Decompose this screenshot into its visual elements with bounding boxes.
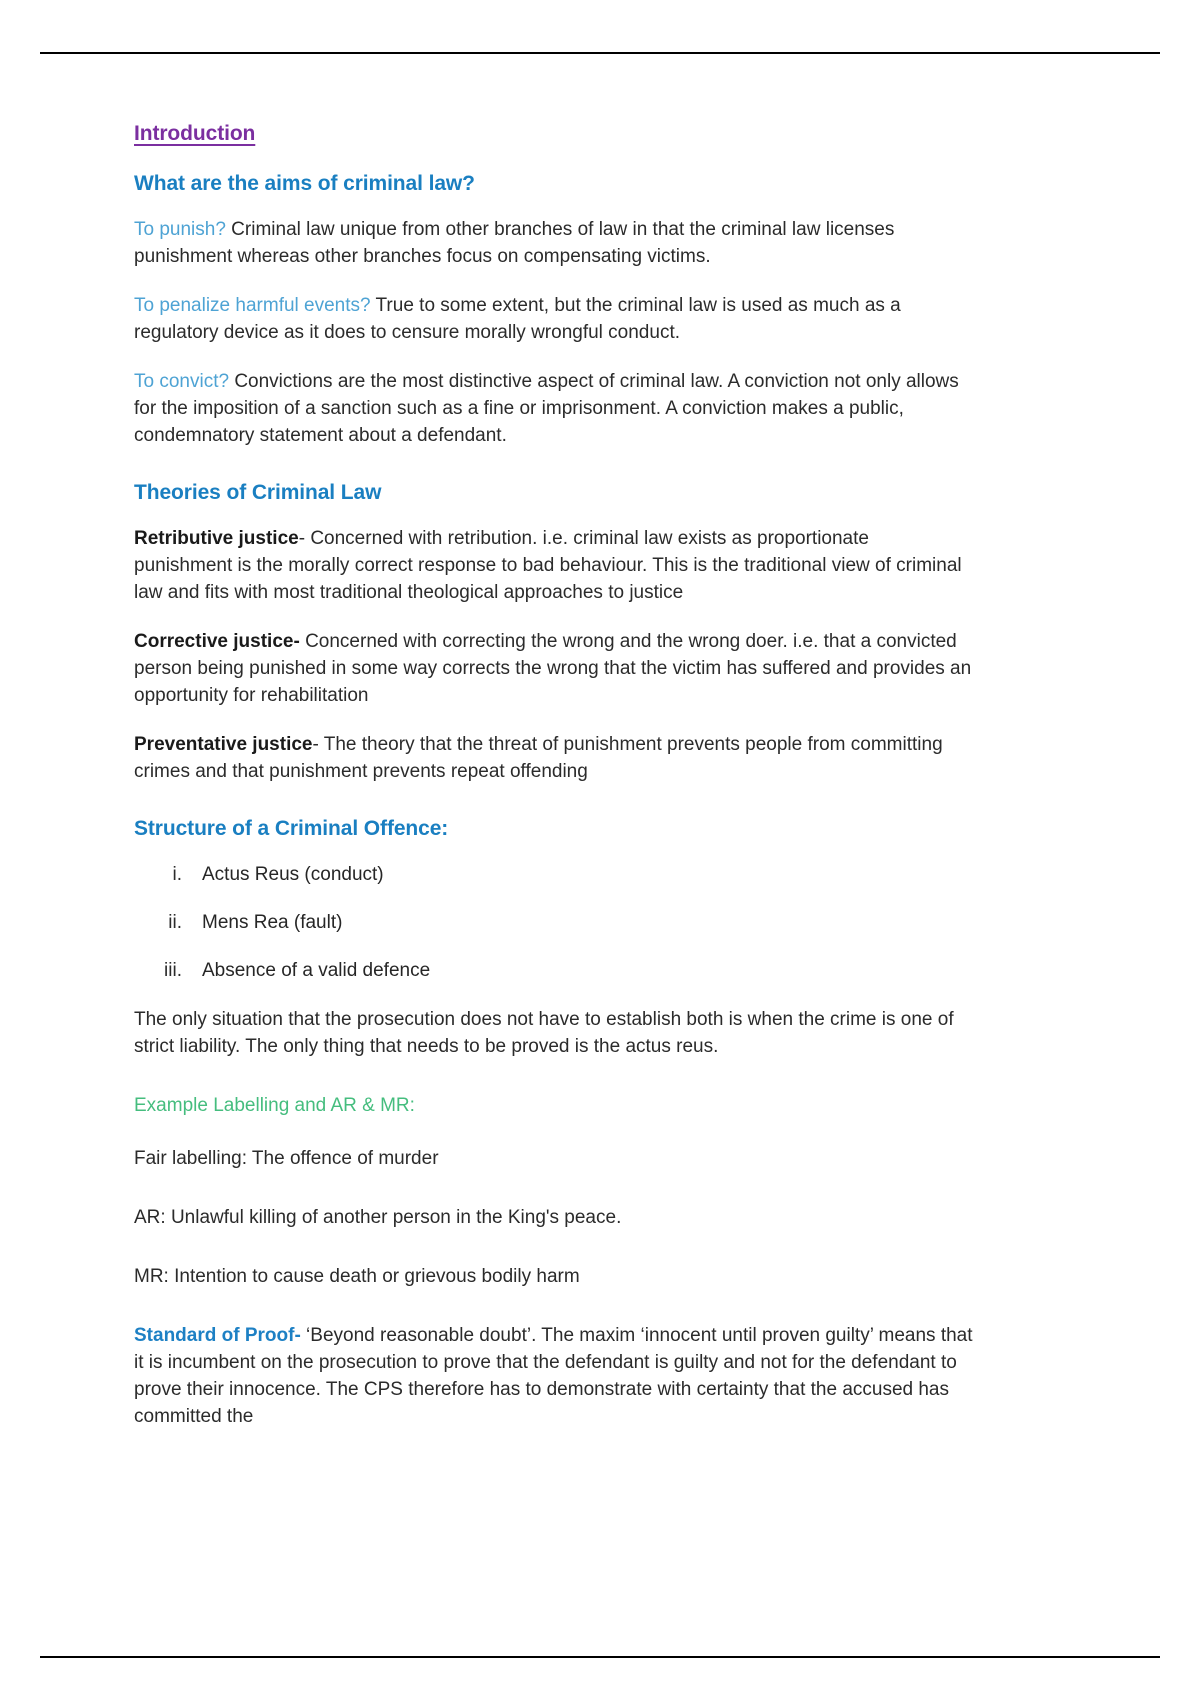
- heading-example-labelling: Example Labelling and AR & MR:: [134, 1095, 415, 1116]
- list-item: [134, 909, 979, 936]
- paragraph-standard-of-proof: [134, 1322, 979, 1430]
- paragraph-to-convict: [134, 368, 979, 449]
- paragraph-standard-of-proof-text: ‘Beyond reasonable doubt’. The maxim ‘innocent until proven guilty’ means that it is incumbent on the prosecution to prove that the defendant is guilty and not for the defendant to prove their innocence. The CPS therefore has to demonstrate with certainty that the accused has committed the: [134, 1325, 973, 1427]
- page-top-rule: [40, 52, 1160, 54]
- lead-retributive-justice: Retributive justice: [134, 528, 299, 549]
- list-item-label: Mens Rea (fault): [202, 912, 343, 933]
- paragraph-to-convict-text: Convictions are the most distinctive aspect of criminal law. A conviction not only allows for the imposition of a sanction such as a fine or imprisonment. A conviction makes a public, condemnatory statement about a defendant.: [134, 371, 959, 446]
- paragraph-retributive-justice-text2: punishment is the morally correct response to bad behaviour. This is the traditional view of criminal law and fits with most traditional theological approaches to justice: [134, 555, 962, 603]
- heading-theories-of-criminal-law: Theories of Criminal Law: [134, 481, 382, 504]
- page-title: Introduction: [134, 122, 256, 145]
- paragraph-to-punish-text: Criminal law unique from other branches of law in that the criminal law licenses punishment whereas other branches focus on compensating victims.: [134, 219, 895, 267]
- document-content: [134, 122, 979, 1452]
- heading-structure-of-criminal-offence: Structure of a Criminal Offence:: [134, 817, 449, 840]
- line-actus-reus: AR: Unlawful killing of another person in the King's peace.: [134, 1207, 622, 1228]
- list-item-label: Actus Reus (conduct): [202, 864, 384, 885]
- paragraph-to-punish: [134, 216, 979, 270]
- list-item: [134, 957, 979, 984]
- paragraph-to-penalize-text: True to some extent, but the criminal law is used as much as a regulatory device as it does to censure morally wrongful conduct.: [134, 295, 901, 343]
- lead-to-convict: To convict?: [134, 371, 230, 392]
- lead-corrective-justice: Corrective justice-: [134, 631, 300, 652]
- paragraph-retributive-justice-text: - Concerned with retribution. i.e. criminal law exists as proportionate: [298, 528, 869, 549]
- list-item: [134, 861, 979, 888]
- list-item-marker: i.: [172, 864, 182, 885]
- lead-preventative-justice: Preventative justice: [134, 734, 313, 755]
- lead-standard-of-proof: Standard of Proof-: [134, 1325, 301, 1346]
- list-item-label: Absence of a valid defence: [202, 960, 431, 981]
- page-bottom-rule: [40, 1656, 1160, 1658]
- paragraph-preventative-justice: [134, 731, 979, 785]
- paragraph-corrective-justice-text: Concerned with correcting the wrong and the wrong doer. i.e. that a convicted person being punished in some way corrects the wrong that the victim has suffered and provides an opportunity for rehabilitation: [134, 631, 972, 706]
- list-item-marker: ii.: [168, 912, 182, 933]
- paragraph-preventative-justice-text: - The theory that the threat of punishment prevents people from committing crimes and that punishment prevents repeat offending: [134, 734, 943, 782]
- paragraph-to-penalize: [134, 292, 979, 346]
- line-fair-labelling: Fair labelling: The offence of murder: [134, 1148, 439, 1169]
- lead-to-penalize: To penalize harmful events?: [134, 295, 371, 316]
- lead-to-punish: To punish?: [134, 219, 226, 240]
- paragraph-strict-liability: The only situation that the prosecution does not have to establish both is when the crime is one of strict liability. The only thing that needs to be proved is the actus reus.: [134, 1009, 954, 1057]
- structure-list: [134, 861, 979, 984]
- paragraph-retributive-justice: [134, 525, 979, 606]
- list-item-marker: iii.: [164, 960, 182, 981]
- line-mens-rea: MR: Intention to cause death or grievous bodily harm: [134, 1266, 580, 1287]
- heading-aims-of-criminal-law: What are the aims of criminal law?: [134, 172, 475, 195]
- paragraph-corrective-justice: [134, 628, 979, 709]
